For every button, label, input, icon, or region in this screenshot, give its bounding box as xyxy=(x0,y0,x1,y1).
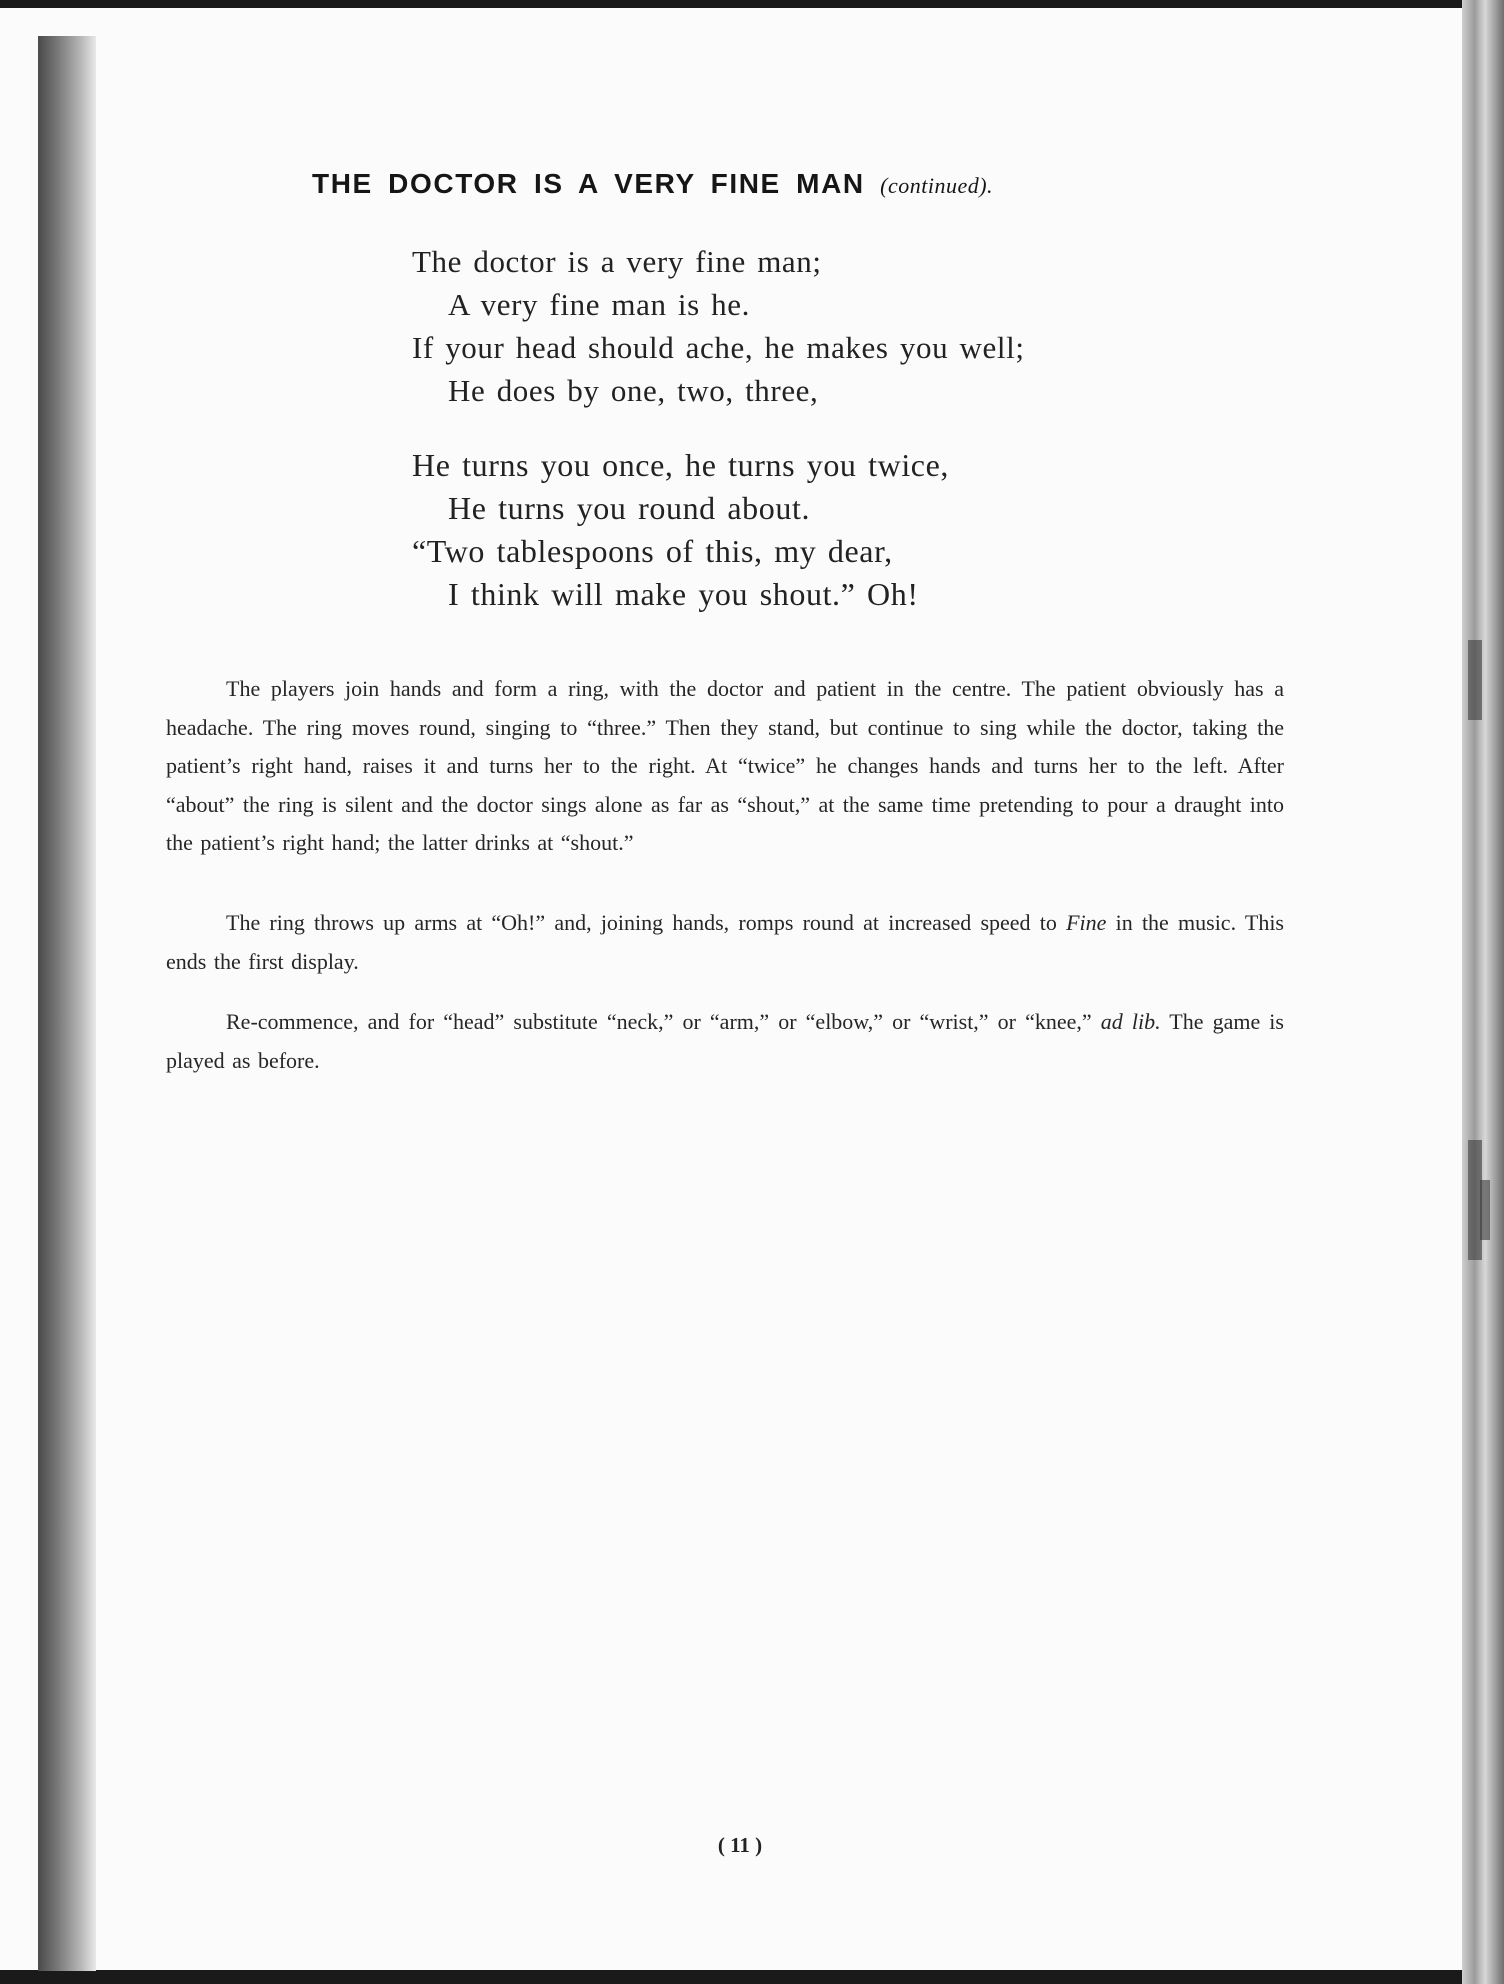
verse-line: The doctor is a very fine man; xyxy=(412,244,822,279)
verse-line: “Two tablespoons of this, my dear, xyxy=(412,533,893,569)
verse-stanza-1 xyxy=(412,240,1212,412)
verse-line: He turns you round about. xyxy=(448,490,811,526)
verse-stanza-2 xyxy=(412,444,1212,616)
page-title-text: THE DOCTOR IS A VERY FINE MAN xyxy=(312,168,865,199)
edge-mark xyxy=(1468,640,1482,720)
paragraph-italic-term: Fine xyxy=(1066,910,1107,935)
page-number: ( 11 ) xyxy=(717,1833,763,1857)
book-page xyxy=(0,8,1462,1970)
verse-line: If your head should ache, he makes you well; xyxy=(412,330,1025,365)
instruction-paragraph-2 xyxy=(166,904,1284,981)
paragraph-text: The ring throws up arms at “Oh!” and, joining hands, romps round at increased speed to xyxy=(226,910,1067,935)
verse-line: He does by one, two, three, xyxy=(448,373,819,408)
edge-mark xyxy=(1480,1180,1490,1240)
paragraph-text: The game is played as before. xyxy=(166,1009,1284,1073)
page-title-note: (continued). xyxy=(880,173,994,198)
book-gutter-shadow xyxy=(38,36,96,1971)
verse-line: I think will make you shout.” Oh! xyxy=(448,576,919,612)
verse-line: A very fine man is he. xyxy=(448,287,750,322)
instruction-paragraph-3 xyxy=(166,1003,1284,1080)
verse-line: He turns you once, he turns you twice, xyxy=(412,447,950,483)
page-title xyxy=(312,168,1172,200)
book-right-edge xyxy=(1462,0,1504,1984)
paragraph-text: Re-commence, and for “head” substitute “neck,” or “arm,” or “elbow,” or “wrist,” or “knee,” xyxy=(226,1009,1101,1034)
paragraph-italic-term: ad lib. xyxy=(1100,1009,1161,1034)
paragraph-text: in the music. This ends the first display. xyxy=(166,910,1284,974)
instruction-paragraph-1: The players join hands and form a ring, with the doctor and patient in the centre. The patient obviously has a headache. The ring moves round, singing to “three.” Then they stand, but continue to sing while the doctor, taking the patient’s right hand, raises it and turns her to the right. At “twice” he changes hands and turns her to the left. After “about” the ring is silent and the doctor sings alone as far as “shout,” at the same time pretending to pour a draught into the patient’s right hand; the latter drinks at “shout.” xyxy=(166,676,1284,855)
